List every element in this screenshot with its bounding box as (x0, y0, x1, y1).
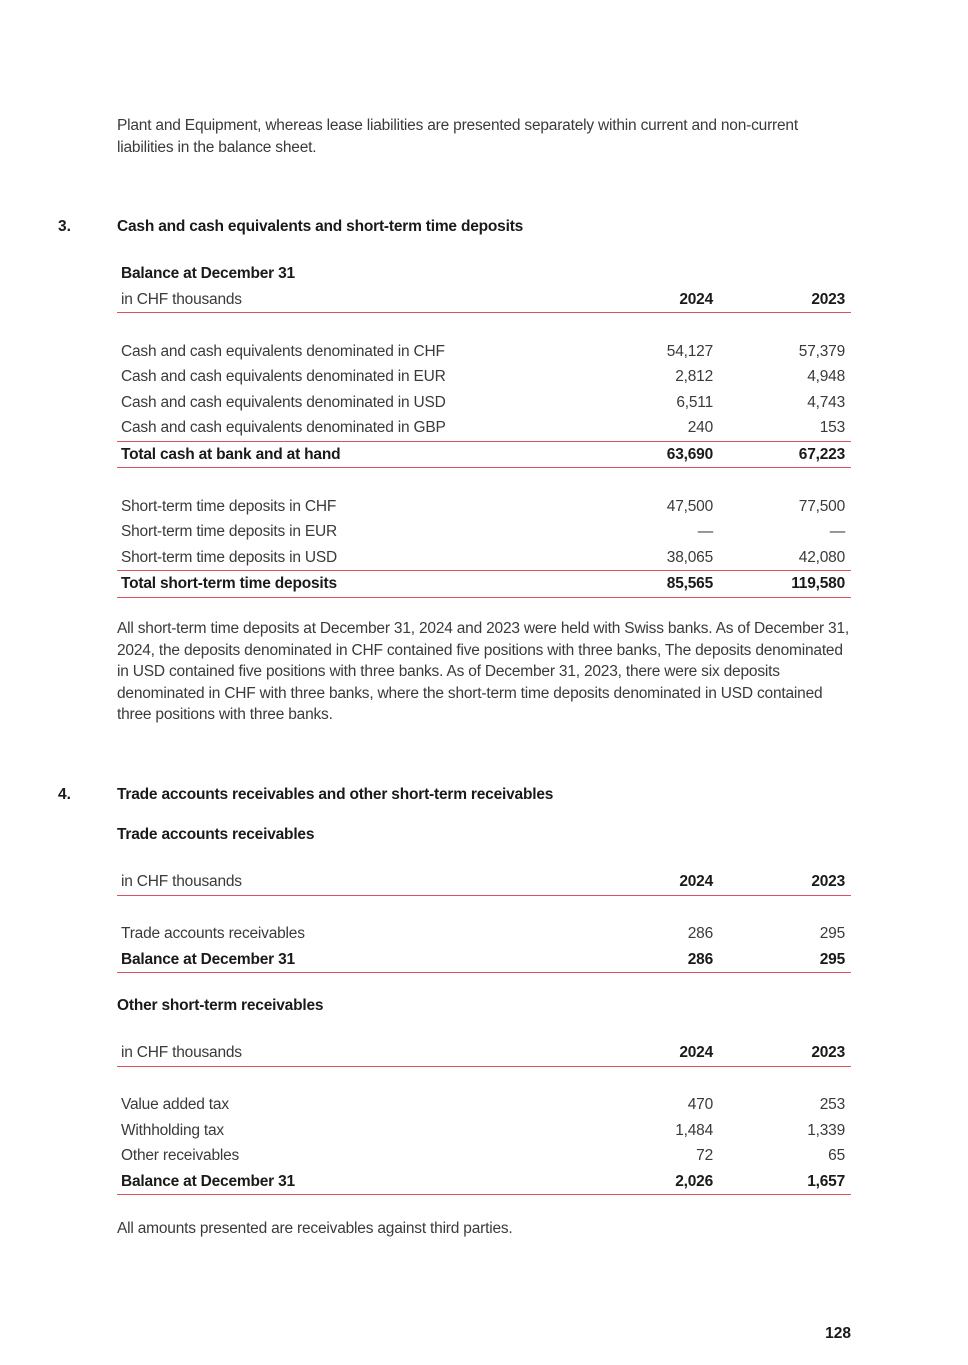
section-4-note: All amounts presented are receivables against third parties. (117, 1220, 513, 1237)
total-label: Balance at December 31 (121, 950, 295, 968)
page-number: 128 (825, 1325, 851, 1342)
intro-paragraph: Plant and Equipment, whereas lease liabilities are presented separately within current and non-current liabilities in the balance sheet. (117, 117, 798, 156)
total-label: Total short-term time deposits (121, 575, 337, 592)
total-2024: 286 (687, 950, 713, 968)
value-2024: — (697, 523, 713, 540)
total-row (117, 1169, 851, 1196)
column-header-2024: 2024 (679, 873, 713, 890)
cash-table (117, 261, 851, 598)
total-2024: 63,690 (666, 445, 713, 463)
total-row (117, 442, 851, 469)
value-2024: 470 (687, 1096, 713, 1113)
table-row (117, 921, 851, 947)
row-label: Withholding tax (121, 1121, 224, 1139)
row-label: Cash and cash equivalents denominated in EUR (121, 368, 446, 385)
value-2023: 4,948 (807, 368, 845, 385)
value-2024: 240 (687, 419, 713, 436)
table-row (117, 545, 851, 572)
total-label: Total cash at bank and at hand (121, 445, 341, 463)
row-label: Short-term time deposits in USD (121, 548, 338, 566)
value-2024: 38,065 (666, 548, 713, 566)
row-label: Short-term time deposits in CHF (121, 497, 337, 515)
column-header-2023: 2023 (811, 290, 845, 308)
row-label: Cash and cash equivalents denominated in USD (121, 393, 446, 411)
value-2024: 72 (696, 1147, 713, 1164)
column-header-2023: 2023 (811, 1044, 845, 1061)
row-label: Value added tax (121, 1096, 229, 1113)
table-caption-row (117, 261, 851, 287)
table-row (117, 390, 851, 416)
column-header-2024: 2024 (679, 290, 713, 308)
total-2023: 295 (819, 950, 845, 968)
value-2023: 77,500 (798, 497, 845, 515)
value-2024: 2,812 (675, 368, 713, 385)
column-header-2024: 2024 (679, 1044, 713, 1061)
spacer (117, 896, 851, 922)
spacer (117, 313, 851, 339)
section-3-note: All short-term time deposits at December 31, 2024 and 2023 were held with Swiss banks. As of December 31, 2024, the deposits denominated in CHF contained five positions with three banks, The deposits denominated in USD contained five positions with three banks. As of December 31, 2023, there were six deposits denominated in CHF with three banks, where the short-term time deposits denominated in USD contained three positions with three banks. (117, 620, 849, 723)
row-label: Cash and cash equivalents denominated in GBP (121, 419, 446, 436)
value-2023: 253 (819, 1096, 845, 1113)
value-2024: 54,127 (666, 342, 713, 360)
table-header-row (117, 287, 851, 314)
value-2024: 286 (687, 925, 713, 942)
spacer (117, 468, 851, 494)
row-label: Cash and cash equivalents denominated in CHF (121, 342, 445, 360)
section-4-title: Trade accounts receivables and other short-term receivables (117, 786, 554, 803)
table-header-row (117, 1040, 851, 1067)
table-row (117, 519, 851, 545)
table-header-row (117, 869, 851, 896)
value-2024: 6,511 (676, 393, 713, 411)
unit-label: in CHF thousands (121, 1044, 242, 1061)
table-row (117, 1118, 851, 1144)
table-row (117, 364, 851, 390)
value-2024: 1,484 (675, 1121, 713, 1139)
unit-label: in CHF thousands (121, 290, 242, 308)
total-2024: 85,565 (666, 575, 713, 592)
section-3-number: 3. (58, 218, 71, 235)
total-2023: 1,657 (807, 1172, 845, 1190)
value-2024: 47,500 (666, 497, 713, 515)
value-2023: 65 (828, 1147, 845, 1164)
value-2023: — (829, 523, 845, 540)
table-row (117, 1092, 851, 1118)
value-2023: 4,743 (807, 393, 845, 411)
total-label: Balance at December 31 (121, 1172, 295, 1190)
other-receivables-subtitle: Other short-term receivables (117, 997, 324, 1014)
section-3-title: Cash and cash equivalents and short-term time deposits (117, 218, 524, 235)
value-2023: 295 (819, 925, 845, 942)
trade-receivables-table (117, 869, 851, 973)
value-2023: 1,339 (807, 1121, 845, 1139)
trade-receivables-subtitle: Trade accounts receivables (117, 826, 315, 843)
value-2023: 153 (819, 419, 845, 436)
spacer (117, 1067, 851, 1093)
total-2024: 2,026 (675, 1172, 713, 1190)
total-2023: 67,223 (798, 445, 845, 463)
table-row (117, 339, 851, 365)
section-4-number: 4. (58, 786, 71, 803)
value-2023: 42,080 (798, 548, 845, 566)
table-caption: Balance at December 31 (121, 265, 295, 282)
total-row (117, 947, 851, 974)
other-receivables-table (117, 1040, 851, 1195)
total-2023: 119,580 (791, 575, 845, 592)
unit-label: in CHF thousands (121, 873, 242, 890)
row-label: Short-term time deposits in EUR (121, 523, 338, 540)
row-label: Trade accounts receivables (121, 925, 305, 942)
total-row (117, 571, 851, 598)
column-header-2023: 2023 (811, 873, 845, 890)
table-row (117, 494, 851, 520)
row-label: Other receivables (121, 1147, 240, 1164)
value-2023: 57,379 (798, 342, 845, 360)
table-row (117, 1143, 851, 1169)
table-row (117, 415, 851, 442)
